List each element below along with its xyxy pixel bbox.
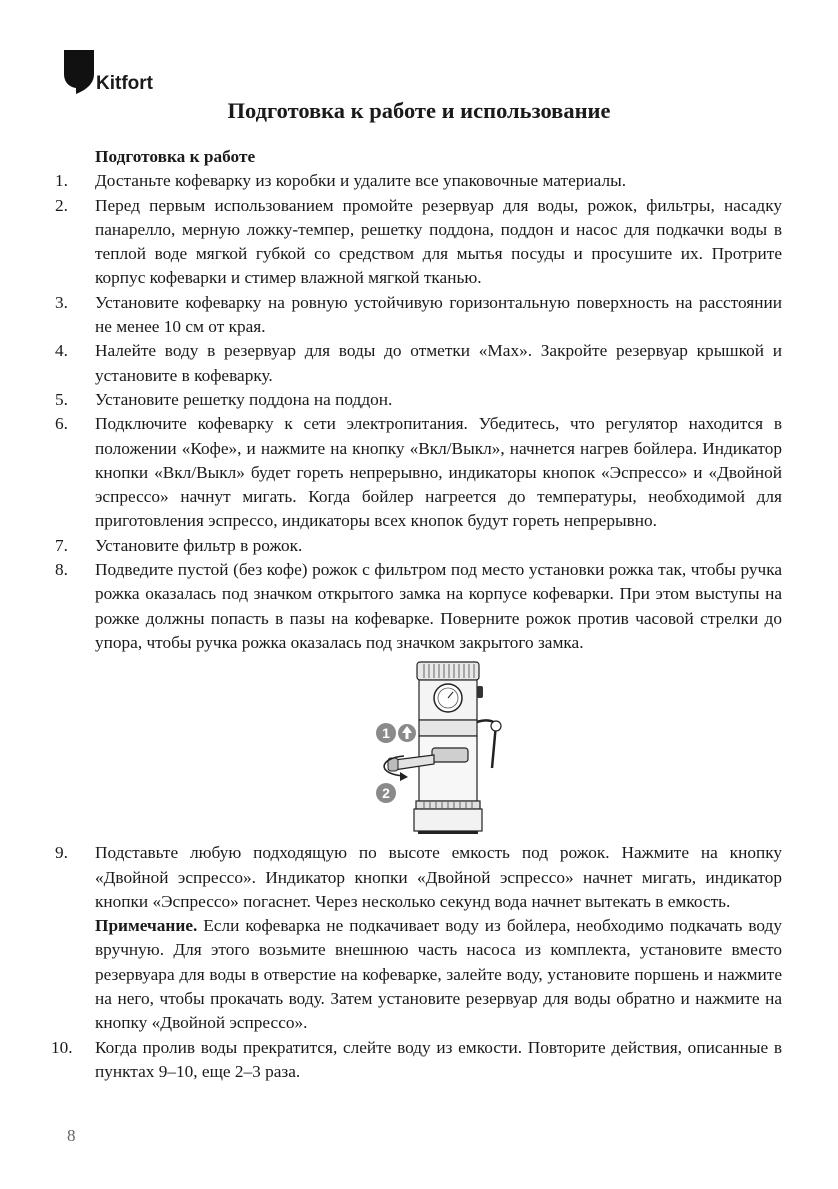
step-number: 10.	[51, 1037, 73, 1057]
callout-1: 1	[381, 725, 390, 742]
note	[95, 914, 782, 1035]
step-text: Установите кофеварку на ровную устойчивую горизонтальную поверхность на расстоянии не менее 10 см от края.	[95, 292, 782, 337]
step-number: 9.	[55, 843, 68, 863]
section-heading: Подготовка к работе	[95, 147, 256, 166]
step-text: Достаньте кофеварку из коробки и удалите все упаковочные материалы.	[95, 171, 627, 191]
note-text: Если кофеварка не подкачивает воду из бойлера, необходимо подкачать воду вручную. Для этого возьмите внешнюю часть насоса из комплекта, установите вместо резервуара для воды в отверстие на кофеварке, залейте воду, установите поршень и нажмите на него, чтобы прокачать воду. Затем установите резервуар для воды обратно и нажмите на кнопку «Двойной эспрессо».	[95, 916, 782, 1033]
step-number: 6.	[55, 414, 68, 434]
brand-name: Kitfort	[96, 73, 153, 94]
step-number: 8.	[55, 560, 68, 580]
step-text: Подведите пустой (без кофе) рожок с фильтром под место установки рожка так, чтобы ручка рожка оказалась под значком открытого замка на корпусе кофеварки. При этом выступы на рожке должны попасть в пазы на кофеварке. Поверните рожок против часовой стрелки до упора, чтобы ручка рожка оказалась под значком закрытого замка.	[95, 560, 782, 652]
step-number: 3.	[55, 292, 68, 312]
page-number: 8	[67, 1126, 76, 1145]
step-text: Перед первым использованием промойте резервуар для воды, рожок, фильтры, насадку панарелло, мерную ложку-темпер, решетку поддона, поддон и насос для подкачки воды в теплой воде мягкой губкой со средством для мытья посуды и просушите их. Протрите корпус кофеварки и стимер влажной мягкой тканью.	[95, 195, 782, 288]
step-2	[55, 194, 782, 291]
step-3	[55, 291, 782, 340]
coffee-machine-illustration	[364, 660, 514, 835]
kitfort-logo-icon	[64, 50, 94, 94]
step-text: Налейте воду в резервуар для воды до отметки «Max». Закройте резервуар крышкой и установите в кофеварку.	[95, 341, 782, 385]
step-number: 5.	[55, 389, 68, 409]
step-number: 2.	[55, 195, 68, 215]
step-text: Установите фильтр в рожок.	[95, 535, 303, 555]
page-title: Подготовка к работе и использование	[227, 98, 611, 123]
step-10	[51, 1036, 782, 1085]
note-label: Примечание.	[95, 916, 198, 936]
step-1	[55, 169, 782, 193]
instructions-body	[51, 145, 782, 1084]
steps-list-continued	[51, 841, 782, 1084]
step-8	[55, 558, 782, 655]
steps-list	[55, 169, 782, 655]
step-text: Установите решетку поддона на поддон.	[95, 389, 393, 409]
step-6	[55, 412, 782, 533]
brand-logo	[64, 50, 153, 94]
step-text: Подключите кофеварку к сети электропитания. Убедитесь, что регулятор находится в положении «Кофе», и нажмите на кнопку «Вкл/Выкл», начнется нагрев бойлера. Индикатор кнопки «Вкл/Выкл» будет гореть непрерывно, индикаторы кнопок «Эспрессо» и «Двойной эспрессо» начнут мигать. Когда бойлер нагреется до температуры, необходимой для приготовления эспрессо, индикаторы всех кнопок будут гореть непрерывно.	[95, 414, 782, 531]
step-4	[55, 339, 782, 388]
step-5	[55, 388, 782, 412]
step-text: Подставьте любую подходящую по высоте емкость под рожок. Нажмите на кнопку «Двойной эспрессо». Индикатор кнопки «Двойной эспрессо» начнет мигать, индикатор кнопки «Эспрессо» погаснет. Через несколько секунд вода начнет вытекать в емкость.	[95, 843, 782, 911]
callout-2: 2	[381, 785, 390, 802]
step-number: 4.	[55, 341, 68, 361]
step-9	[55, 841, 782, 1035]
step-7	[55, 534, 782, 558]
step-number: 1.	[55, 171, 68, 191]
step-text: Когда пролив воды прекратится, слейте воду из емкости. Повторите действия, описанные в пунктах 9–10, еще 2–3 раза.	[95, 1037, 782, 1081]
step-number: 7.	[55, 535, 68, 555]
